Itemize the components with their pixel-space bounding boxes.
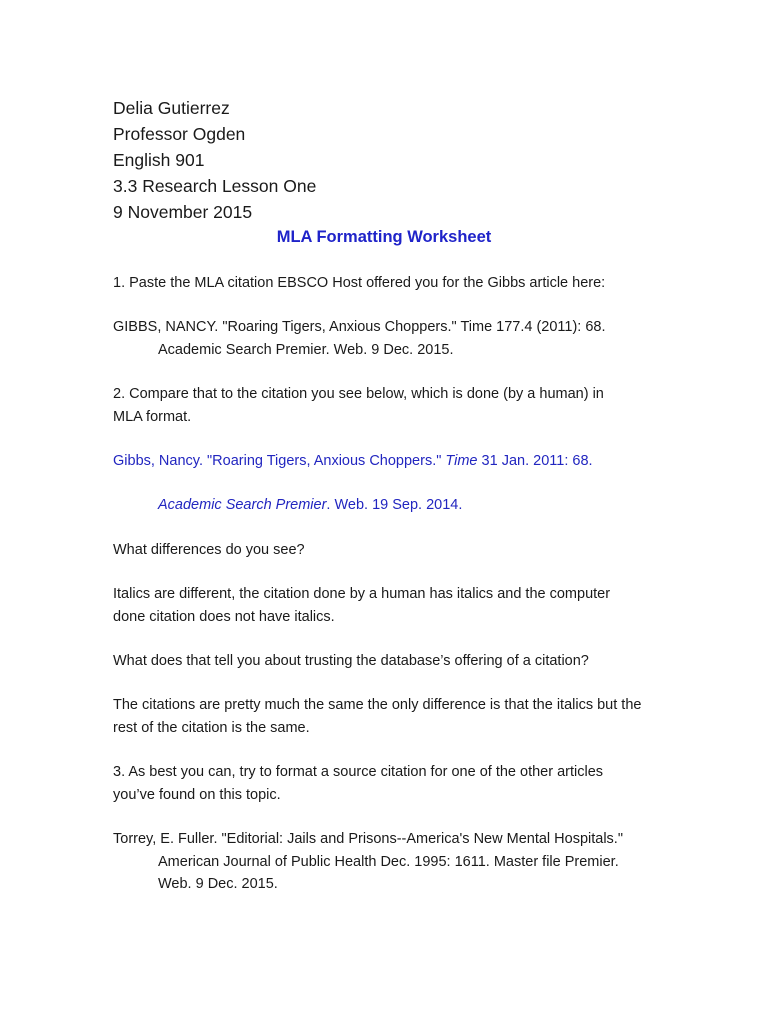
ebsco-citation: [113, 316, 653, 361]
human-citation-line-1: [113, 450, 653, 473]
trust-prompt: What does that tell you about trusting the database’s offering of a citation?: [113, 653, 589, 669]
mla-heading: [113, 95, 316, 225]
course-name: English 901: [113, 150, 205, 170]
human-citation-web-date: . Web. 19 Sep. 2014.: [326, 497, 463, 513]
assignment-name: 3.3 Research Lesson One: [113, 176, 317, 196]
human-citation-author-title: Gibbs, Nancy. "Roaring Tigers, Anxious Choppers.": [113, 453, 446, 469]
torrey-citation-line-2: American Journal of Public Health Dec. 1995: 1611. Master file Premier.: [158, 853, 619, 870]
ebsco-citation-line-1: GIBBS, NANCY. "Roaring Tigers, Anxious Choppers." Time 177.4 (2011): 68.: [113, 319, 606, 335]
torrey-citation-line-3: Web. 9 Dec. 2015.: [158, 876, 278, 892]
human-citation-journal: Time: [445, 453, 478, 469]
heading-date: 9 November 2015: [113, 202, 253, 222]
torrey-citation-line-1: Torrey, E. Fuller. "Editorial: Jails and Prisons--America's New Mental Hospitals.": [113, 831, 623, 847]
differences-prompt: What differences do you see?: [113, 542, 305, 558]
human-citation-date-page: 31 Jan. 2011: 68.: [477, 453, 593, 469]
question-2-prompt: 2. Compare that to the citation you see below, which is done (by a human) in MLA format.: [113, 386, 604, 425]
human-citation-line-2: [113, 494, 653, 517]
human-citation-database: Academic Search Premier: [158, 497, 327, 513]
question-3-prompt: 3. As best you can, try to format a source citation for one of the other articles you’ve found on this topic.: [113, 764, 604, 803]
ebsco-citation-line-2: Academic Search Premier. Web. 9 Dec. 2015.: [158, 341, 454, 358]
student-name: Delia Gutierrez: [113, 98, 230, 118]
differences-answer: Italics are different, the citation done by a human has italics and the computer done citation does not have italics.: [113, 586, 611, 625]
torrey-citation: [113, 828, 673, 896]
trust-answer: The citations are pretty much the same the only difference is that the italics but the rest of the citation is the same.: [113, 697, 642, 736]
professor-name: Professor Ogden: [113, 124, 246, 144]
question-1-prompt: 1. Paste the MLA citation EBSCO Host offered you for the Gibbs article here:: [113, 275, 606, 291]
human-citation: [113, 450, 653, 517]
worksheet-title: MLA Formatting Worksheet: [276, 228, 492, 246]
